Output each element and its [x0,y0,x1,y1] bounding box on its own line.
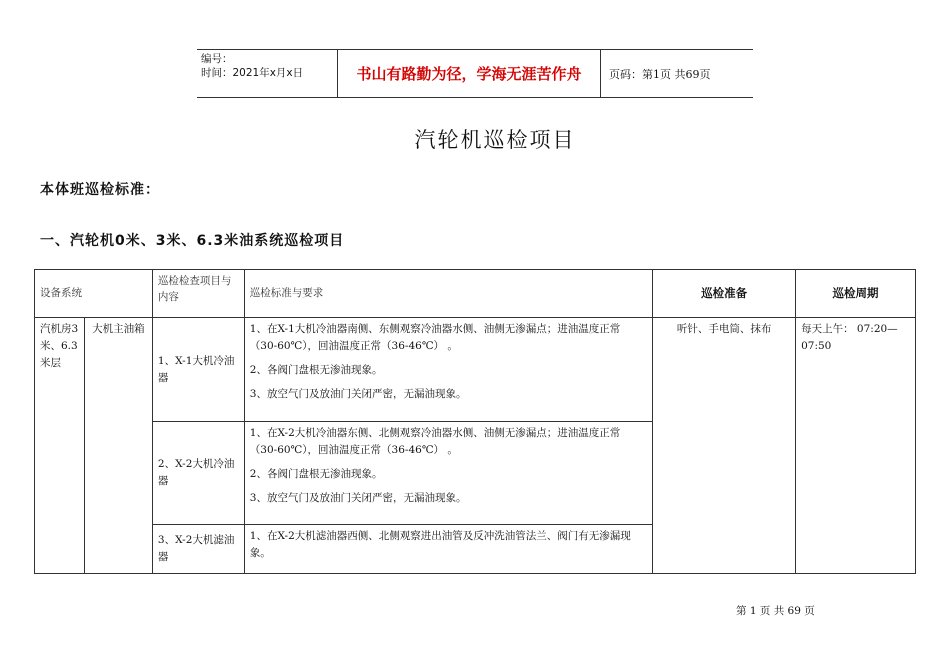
item-cell: 3、X-2大机滤油器 [152,525,244,574]
item-cell: 2、X-2大机冷油器 [152,422,244,525]
date-label: 时间：2021年x月x日 [201,67,304,79]
header-meta [197,50,337,97]
table-row [35,318,916,422]
header-standard: 巡检标准与要求 [244,270,652,318]
equipment-cell: 大机主油箱 [84,318,152,574]
header-prep: 巡检准备 [653,270,796,318]
cycle-cell: 每天上午： 07:20—07:50 [796,318,916,574]
motto: 书山有路勤为径，学海无涯苦作舟 [337,50,601,97]
standard-line: 3、放空气门及放油门关闭严密，无漏油现象。 [249,492,467,504]
standard-line: 1、在X-1大机冷油器南侧、东侧观察冷油器水侧、油侧无渗漏点；进油温度正常（30-60℃），回油温度正常（36-46℃） 。 [249,323,621,352]
location-cell: 汽机房3米、6.3米层 [35,318,85,574]
inspection-table [34,269,916,574]
standard-cell [244,525,652,574]
standard-cell [244,318,652,422]
header-item: 巡检检查项目与内容 [152,270,244,318]
page-header [197,49,753,98]
page-footer: 第 1 页 共 69 页 [736,605,815,617]
page-code: 页码：第1页 共69页 [609,67,711,81]
standard-line: 2、各阀门盘根无渗油现象。 [249,468,383,480]
section-title: 本体班巡检标准： [40,182,160,198]
prep-cell: 听针、手电筒、抹布 [653,318,796,574]
header-cycle: 巡检周期 [796,270,916,318]
standard-line: 2、各阀门盘根无渗油现象。 [249,364,383,376]
standard-line: 3、放空气门及放油门关闭严密，无漏油现象。 [249,388,467,400]
table-header-row [35,270,916,318]
item-cell: 1、X-1大机冷油器 [152,318,244,422]
number-label: 编号： [201,53,233,65]
document-title: 汽轮机巡检项目 [414,128,576,152]
standard-line: 1、在X-2大机滤油器西侧、北侧观察进出油管及反冲洗油管法兰、阀门有无渗漏现象。 [249,530,631,559]
standard-line: 1、在X-2大机冷油器东侧、北侧观察冷油器水侧、油侧无渗漏点；进油温度正常（30-60℃），回油温度正常（36-46℃） 。 [249,427,621,456]
subsection-title: 一、汽轮机0米、3米、6.3米油系统巡检项目 [40,233,345,249]
standard-cell [244,422,652,525]
header-system: 设备系统 [35,270,153,318]
